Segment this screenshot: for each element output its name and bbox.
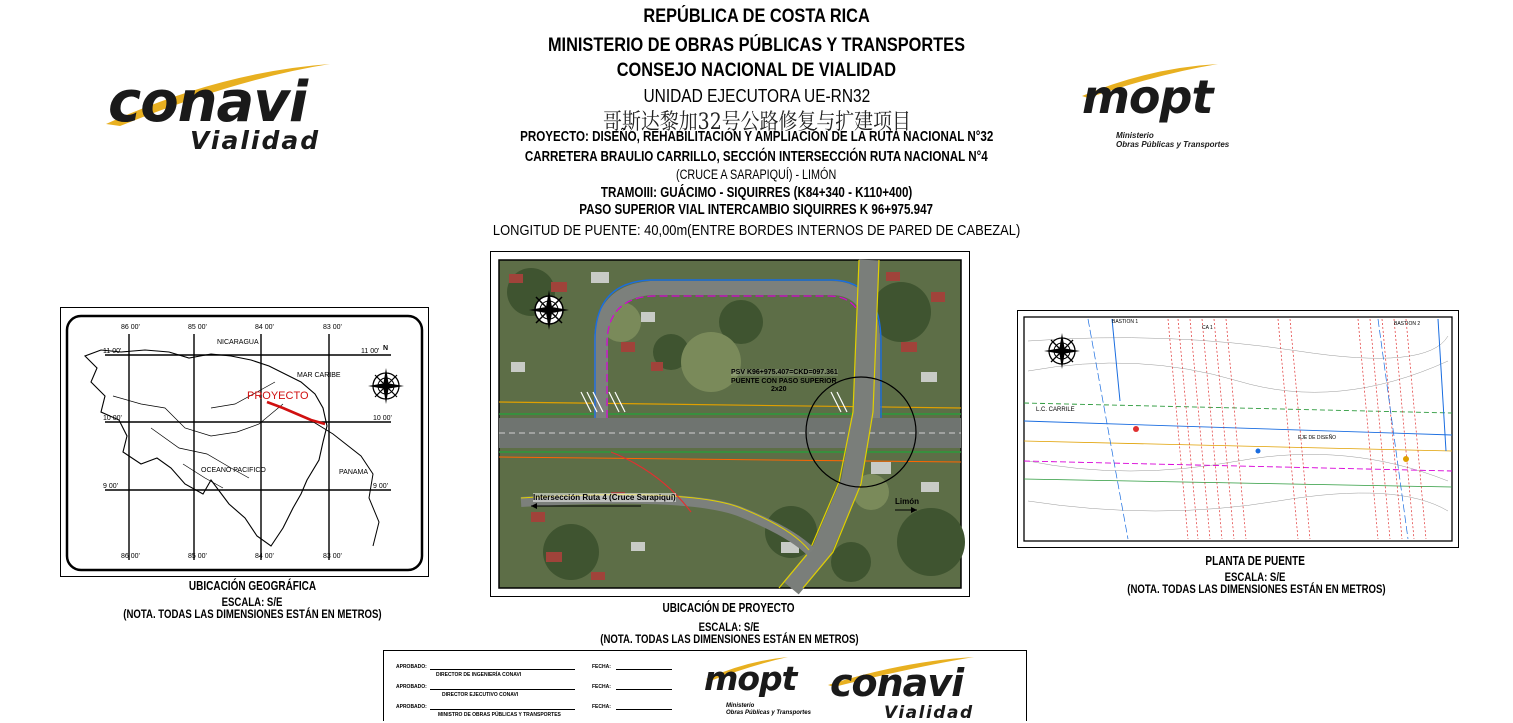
- geo-lat-label-3: 9 00': [103, 483, 118, 490]
- title-block: [383, 650, 1027, 721]
- tb-mopt-sub1: Ministerio: [726, 703, 755, 709]
- mopt-wordmark: mopt: [1082, 70, 1213, 124]
- aerial-size-label: 2x20: [771, 386, 787, 393]
- plan-eje: EJE DE DISEÑO: [1298, 435, 1337, 441]
- plan-bastion2: BASTION 2: [1394, 321, 1421, 327]
- tb-aprobado-3: APROBADO:: [396, 704, 427, 710]
- conavi-subtitle: Vialidad: [190, 126, 321, 155]
- tb-sign-line-3: [430, 701, 575, 710]
- tb-mopt-sub2: Obras Públicas y Transportes: [726, 710, 811, 716]
- tb-conavi-subtitle: Vialidad: [884, 703, 974, 723]
- tb-fecha-2: FECHA:: [592, 684, 611, 690]
- header-overpass: PASO SUPERIOR VIAL INTERCAMBIO SIQUIRRES K 96+975.947: [579, 202, 934, 218]
- tb-role-1: DIRECTOR DE INGENIERÍA CONAVI: [436, 672, 522, 678]
- proj-caption-note: (NOTA. TODAS LAS DIMENSIONES ESTÁN EN METROS): [599, 632, 859, 646]
- tb-date-line-3: [616, 701, 672, 710]
- plan-lc: L.C. CARRILE: [1036, 407, 1075, 413]
- header-segment: TRAMOIII: GUÁCIMO - SIQUIRRES (K84+340 - K110+400): [600, 185, 913, 201]
- header-chinese: 哥斯达黎加32号公路修复与扩建项目: [602, 110, 911, 135]
- header-unit: UNIDAD EJECUTORA UE-RN32: [643, 86, 870, 106]
- plan-ca: CA 1: [1202, 325, 1213, 331]
- aerial-bridge-label: PUENTE CON PASO SUPERIOR: [731, 378, 837, 385]
- plan-bastion1: BASTION 1: [1112, 319, 1139, 325]
- aerial-ruta4-label: Intersección Ruta 4 (Cruce Sarapiquí): [533, 493, 676, 502]
- proj-caption: [490, 601, 968, 645]
- plan-caption: [1095, 554, 1415, 595]
- conavi-logo: [100, 58, 390, 158]
- geo-lon-label-bottom-2: 85 00': [188, 553, 207, 560]
- tb-conavi-wordmark: conavi: [830, 661, 964, 705]
- tb-sign-line-2: [430, 681, 575, 690]
- plan-drawing: [1018, 311, 1458, 547]
- geo-lon-label-3: 84 00': [255, 324, 274, 331]
- geo-lon-label-bottom-3: 84 00': [255, 553, 274, 560]
- geo-lat-label-right-3: 9 00': [373, 483, 388, 490]
- geo-lat-label-right-2: 10 00': [373, 415, 392, 422]
- aerial-frame: [490, 251, 970, 597]
- tb-date-line-2: [616, 681, 672, 690]
- geo-lat-label-right-1: 11 00': [361, 348, 380, 355]
- header-road: CARRETERA BRAULIO CARRILLO, SECCIÓN INTERSECCIÓN RUTA NACIONAL N°4: [525, 149, 988, 165]
- plan-caption-scale: ESCALA: S/E: [1224, 570, 1286, 584]
- header-council: CONSEJO NACIONAL DE VIALIDAD: [616, 60, 897, 81]
- aerial-limon-label: Limón: [895, 497, 919, 506]
- tb-conavi-logo: [824, 655, 1024, 721]
- aerial-photo: [491, 252, 969, 596]
- geo-nicaragua-label: NICARAGUA: [217, 339, 259, 346]
- tb-fecha-3: FECHA:: [592, 704, 611, 710]
- geo-caption-note: (NOTA. TODAS LAS DIMENSIONES ESTÁN EN METROS): [123, 607, 382, 621]
- plan-frame: [1017, 310, 1459, 548]
- tb-date-line-1: [616, 661, 672, 670]
- geo-proyecto-label: PROYECTO: [247, 390, 309, 402]
- geo-lon-label-4: 83 00': [323, 324, 342, 331]
- geo-lon-label-2: 85 00': [188, 324, 207, 331]
- header-ministry: MINISTERIO DE OBRAS PÚBLICAS Y TRANSPORTES: [547, 35, 966, 56]
- proj-caption-scale: ESCALA: S/E: [698, 620, 760, 634]
- tb-role-3: MINISTRO DE OBRAS PÚBLICAS Y TRANSPORTES: [438, 712, 561, 718]
- geo-lon-label-1: 86 00': [121, 324, 140, 331]
- geo-oceano-label: OCEANO PACIFICO: [201, 467, 266, 474]
- tb-aprobado-1: APROBADO:: [396, 664, 427, 670]
- geo-lat-label-2: 10 00': [103, 415, 122, 422]
- header-bridge-length: LONGITUD DE PUENTE: 40,00m(ENTRE BORDES INTERNOS DE PARED DE CABEZAL): [492, 222, 1021, 239]
- geo-north-label: N: [383, 345, 389, 352]
- geo-lon-label-bottom-4: 83 00': [323, 553, 342, 560]
- geo-caribe-label: MAR CARIBE: [297, 372, 341, 379]
- tb-aprobado-2: APROBADO:: [396, 684, 427, 690]
- tb-mopt-wordmark: mopt: [704, 659, 797, 698]
- mopt-sub-ministerio: Ministerio: [1116, 131, 1154, 140]
- plan-caption-title: PLANTA DE PUENTE: [1205, 554, 1305, 568]
- tb-fecha-1: FECHA:: [592, 664, 611, 670]
- geo-map-frame: [60, 307, 429, 577]
- geo-caption: [60, 579, 445, 620]
- mopt-logo: [1078, 60, 1268, 160]
- tb-sign-line-1: [430, 661, 575, 670]
- geo-panama-label: PANAMA: [339, 469, 369, 476]
- tb-role-2: DIRECTOR EJECUTIVO CONAVI: [442, 692, 519, 698]
- plan-caption-note: (NOTA. TODAS LAS DIMENSIONES ESTÁN EN METROS): [1127, 582, 1386, 596]
- header-crossing: (CRUCE A SARAPIQUÍ) - LIMÓN: [676, 167, 837, 182]
- geo-caption-title: UBICACIÓN GEOGRÁFICA: [188, 579, 317, 593]
- geo-lon-label-bottom-1: 86 00': [121, 553, 140, 560]
- geo-lat-label-1: 11 00': [103, 348, 122, 355]
- conavi-wordmark: conavi: [108, 70, 308, 135]
- aerial-psv-label: PSV K96+975.407=CKD=097.361: [731, 369, 838, 376]
- header-country: REPÚBLICA DE COSTA RICA: [643, 6, 870, 27]
- header-project: PROYECTO: DISEÑO, REHABILITACIÓN Y AMPLIACIÓN DE LA RUTA NACIONAL N°32: [519, 129, 994, 145]
- proj-caption-title: UBICACIÓN DE PROYECTO: [662, 601, 796, 615]
- tb-mopt-logo: [702, 655, 822, 721]
- geo-caption-scale: ESCALA: S/E: [222, 595, 283, 609]
- mopt-sub-obras: Obras Públicas y Transportes: [1116, 140, 1230, 149]
